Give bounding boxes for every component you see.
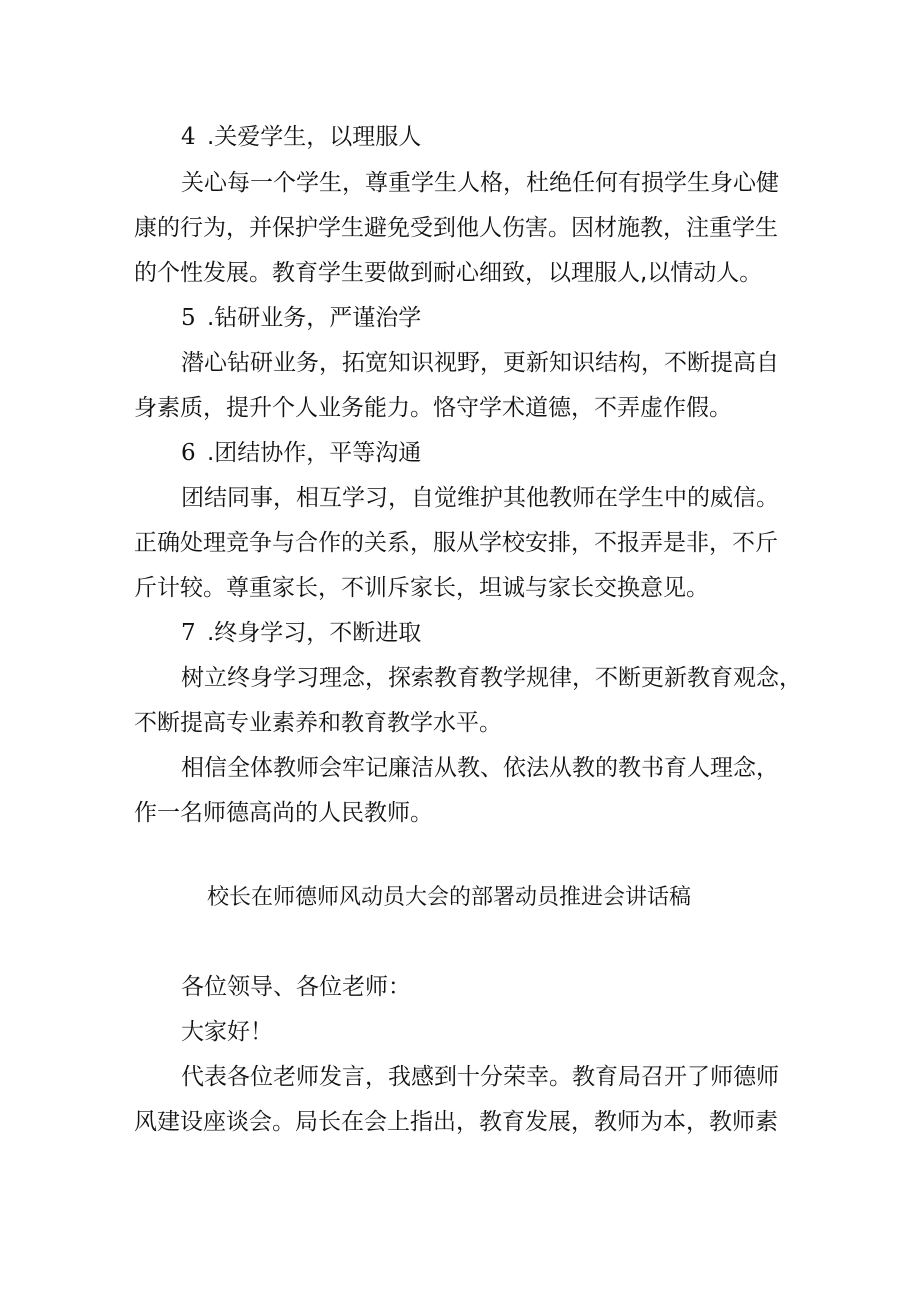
section-title: .钻研业务，严谨治学 <box>207 305 422 331</box>
greeting: 各位领导、各位老师： <box>181 974 411 1000</box>
paragraph-line: 关心每一个学生，尊重学生人格，杜绝任何有损学生身心健 <box>181 170 779 196</box>
section-number: 6 <box>181 440 196 466</box>
section-title: .团结协作，平等沟通 <box>207 440 422 466</box>
section-number: 4 <box>181 124 196 150</box>
paragraph-line: 相信全体教师会牢记廉洁从教、依法从教的教书育人理念， <box>181 755 779 781</box>
paragraph-line: 潜心钻研业务，拓宽知识视野，更新知识结构，不断提高自 <box>181 350 779 376</box>
section-number: 7 <box>181 620 196 646</box>
paragraph-line: 作一名师德高尚的人民教师。 <box>134 800 433 826</box>
section-heading <box>181 438 421 468</box>
speech-title: 校长在师德师风动员大会的部署动员推进会讲话稿 <box>207 885 692 910</box>
paragraph-line: 团结同事，相互学习，自觉维护其他教师在学生中的威信。 <box>181 485 779 511</box>
paragraph-line: 身素质，提升个人业务能力。恪守学术道德，不弄虚作假。 <box>134 395 732 421</box>
section-number: 5 <box>181 305 196 331</box>
paragraph-line: 不断提高专业素养和教育教学水平。 <box>134 710 502 736</box>
paragraph-line: 正确处理竞争与合作的关系，服从学校安排，不报弄是非，不斤 <box>134 530 778 556</box>
paragraph-line: 树立终身学习理念，探索教育教学规律，不断更新教育观念， <box>181 665 802 691</box>
paragraph-line: 的个性发展。教育学生要做到耐心细致，以理服人,以情动人。 <box>134 260 763 286</box>
section-title: .终身学习，不断进取 <box>207 620 422 646</box>
paragraph-line: 大家好！ <box>181 1019 273 1045</box>
paragraph-line: 斤计较。尊重家长，不训斥家长，坦诚与家长交换意见。 <box>134 575 709 601</box>
section-heading <box>181 618 421 648</box>
paragraph-line: 风建设座谈会。局长在会上指出，教育发展，教师为本，教师素 <box>134 1109 778 1135</box>
section-heading <box>181 303 421 333</box>
paragraph-line: 代表各位老师发言，我感到十分荣幸。教育局召开了师德师 <box>181 1064 779 1090</box>
paragraph-line: 康的行为，并保护学生避免受到他人伤害。因材施教，注重学生 <box>134 215 778 241</box>
section-heading <box>181 122 421 152</box>
section-title: .关爱学生，以理服人 <box>207 124 422 150</box>
